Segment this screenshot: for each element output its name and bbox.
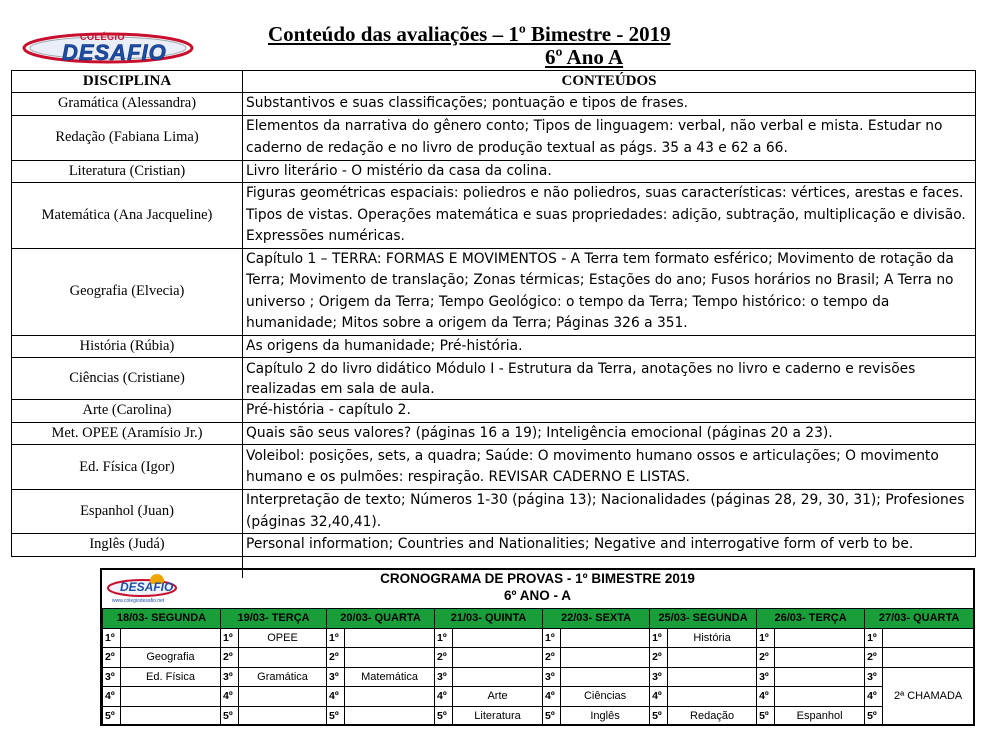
day-header: 25/03- SEGUNDA xyxy=(650,609,757,629)
exam-cell: Espanhol xyxy=(775,706,865,726)
table-row xyxy=(12,93,976,116)
exam-cell xyxy=(453,628,543,648)
exam-cell: Literatura xyxy=(453,706,543,726)
discipline-cell: Geografia (Elvecia) xyxy=(12,248,243,335)
schedule-days-row xyxy=(103,609,974,629)
content-cell: Livro literário - O mistério da casa da colina. xyxy=(243,160,976,183)
table-row xyxy=(12,534,976,557)
slot-label: 4º xyxy=(865,687,883,707)
exam-cell xyxy=(345,648,435,668)
slot-label: 5º xyxy=(221,706,239,726)
exam-cell xyxy=(453,667,543,687)
content-cell: Personal information; Countries and Nationalities; Negative and interrogative form of verb to be. xyxy=(243,534,976,557)
exam-cell xyxy=(121,706,221,726)
table-row xyxy=(12,445,976,490)
slot-label: 3º xyxy=(327,667,345,687)
discipline-cell: Ed. Física (Igor) xyxy=(12,445,243,490)
day-header: 26/03- TERÇA xyxy=(757,609,865,629)
schedule-grid xyxy=(102,608,974,726)
slot-label: 2º xyxy=(327,648,345,668)
slot-label: 4º xyxy=(221,687,239,707)
slot-label: 2º xyxy=(650,648,668,668)
content-cell: Capítulo 2 do livro didático Módulo I - Estrutura da Terra, anotações no livro e caderno e revisões realizadas em sala de aula. xyxy=(243,358,976,400)
exam-cell xyxy=(121,628,221,648)
exam-cell xyxy=(775,667,865,687)
slot-label: 2º xyxy=(435,648,453,668)
slot-label: 5º xyxy=(327,706,345,726)
table-row xyxy=(12,400,976,423)
exam-cell xyxy=(775,628,865,648)
slot-label: 5º xyxy=(757,706,775,726)
day-header: 21/03- QUINTA xyxy=(435,609,543,629)
discipline-column-header: DISCIPLINA xyxy=(12,71,243,93)
content-cell: Substantivos e suas classificações; pontuação e tipos de frases. xyxy=(243,93,976,116)
table-row xyxy=(12,358,976,400)
day-header: 22/03- SEXTA xyxy=(543,609,650,629)
day-header: 20/03- QUARTA xyxy=(327,609,435,629)
content-cell: Quais são seus valores? (páginas 16 a 19); Inteligência emocional (páginas 20 a 23). xyxy=(243,422,976,445)
schedule-title: CRONOGRAMA DE PROVAS - 1º BIMESTRE 2019 xyxy=(380,571,695,586)
slot-label: 3º xyxy=(757,667,775,687)
discipline-cell: Espanhol (Juan) xyxy=(12,490,243,534)
exam-cell xyxy=(345,706,435,726)
page-title: Conteúdo das avaliações – 1º Bimestre - 2019 xyxy=(268,22,671,46)
day-header: 19/03- TERÇA xyxy=(221,609,327,629)
class-name: 6º Ano A xyxy=(545,45,624,69)
exam-cell xyxy=(561,667,650,687)
content-cell: Elementos da narrativa do gênero conto; Tipos de linguagem: verbal, não verbal e mista. Estudar no caderno de redação e no livro de produção textual as págs. 35 a 43 e 62 a 66. xyxy=(243,115,976,160)
schedule-class-name: 6º ANO - A xyxy=(504,588,571,603)
exam-cell: Geografia xyxy=(121,648,221,668)
exam-cell: Arte xyxy=(453,687,543,707)
exam-cell xyxy=(345,628,435,648)
slot-label: 1º xyxy=(221,628,239,648)
logo-colegio-text: COLÉGIO xyxy=(80,32,126,42)
slot-label: 2º xyxy=(221,648,239,668)
discipline-cell: Matemática (Ana Jacqueline) xyxy=(12,183,243,249)
slot-label: 1º xyxy=(435,628,453,648)
slot-label: 3º xyxy=(650,667,668,687)
exam-cell xyxy=(668,667,757,687)
slot-label: 2º xyxy=(865,648,883,668)
table-row xyxy=(12,160,976,183)
content-cell: Pré-história - capítulo 2. xyxy=(243,400,976,423)
slot-label: 1º xyxy=(650,628,668,648)
discipline-cell: Literatura (Cristian) xyxy=(12,160,243,183)
content-table xyxy=(11,70,976,578)
second-call-cell: 2ª CHAMADA xyxy=(883,667,974,726)
exam-cell: Inglês xyxy=(561,706,650,726)
discipline-cell: História (Rúbia) xyxy=(12,335,243,358)
slot-label: 4º xyxy=(327,687,345,707)
slot-label: 3º xyxy=(103,667,121,687)
exam-cell xyxy=(239,706,327,726)
discipline-cell: Met. OPEE (Aramísio Jr.) xyxy=(12,422,243,445)
slot-label: 1º xyxy=(757,628,775,648)
slot-label: 1º xyxy=(865,628,883,648)
slot-label: 2º xyxy=(103,648,121,668)
content-table-header xyxy=(12,71,976,93)
exam-cell xyxy=(239,648,327,668)
content-column-header: CONTEÚDOS xyxy=(243,71,976,93)
slot-label: 4º xyxy=(543,687,561,707)
discipline-cell: Ciências (Cristiane) xyxy=(12,358,243,400)
slot-label: 1º xyxy=(103,628,121,648)
exam-cell: Redação xyxy=(668,706,757,726)
exam-cell xyxy=(561,628,650,648)
exam-cell xyxy=(561,648,650,668)
content-cell: As origens da humanidade; Pré-história. xyxy=(243,335,976,358)
slot-label: 3º xyxy=(543,667,561,687)
slot-label: 4º xyxy=(650,687,668,707)
exam-cell xyxy=(668,687,757,707)
slot-label: 1º xyxy=(543,628,561,648)
exam-cell: Ed. Física xyxy=(121,667,221,687)
exam-cell: Ciências xyxy=(561,687,650,707)
exam-cell xyxy=(239,687,327,707)
exam-cell xyxy=(775,648,865,668)
exam-cell: Gramática xyxy=(239,667,327,687)
slot-label: 2º xyxy=(757,648,775,668)
schedule-slot-row xyxy=(103,687,974,707)
exam-cell xyxy=(775,687,865,707)
exam-cell xyxy=(121,687,221,707)
exam-cell: Matemática xyxy=(345,667,435,687)
slot-label: 5º xyxy=(650,706,668,726)
slot-label: 5º xyxy=(103,706,121,726)
exam-cell xyxy=(883,628,974,648)
discipline-cell: Arte (Carolina) xyxy=(12,400,243,423)
school-logo xyxy=(22,26,194,68)
slot-label: 3º xyxy=(865,667,883,687)
schedule-slot-row xyxy=(103,706,974,726)
table-row xyxy=(12,422,976,445)
slot-label: 3º xyxy=(221,667,239,687)
table-row xyxy=(12,335,976,358)
exam-cell xyxy=(453,648,543,668)
day-header: 18/03- SEGUNDA xyxy=(103,609,221,629)
discipline-cell: Gramática (Alessandra) xyxy=(12,93,243,116)
exam-cell: História xyxy=(668,628,757,648)
slot-label: 5º xyxy=(865,706,883,726)
schedule-slot-row xyxy=(103,648,974,668)
slot-label: 5º xyxy=(435,706,453,726)
slot-label: 3º xyxy=(435,667,453,687)
slot-label: 5º xyxy=(543,706,561,726)
slot-label: 2º xyxy=(543,648,561,668)
exam-cell xyxy=(883,648,974,668)
table-row xyxy=(12,248,976,335)
logo-desafio-text: DESAFIO xyxy=(62,40,167,65)
schedule-slot-row xyxy=(103,667,974,687)
table-row xyxy=(12,183,976,249)
discipline-cell: Inglês (Judá) xyxy=(12,534,243,557)
exam-schedule xyxy=(100,568,975,726)
slot-label: 4º xyxy=(435,687,453,707)
day-header: 27/03- QUARTA xyxy=(865,609,974,629)
exam-cell xyxy=(668,648,757,668)
slot-label: 4º xyxy=(103,687,121,707)
table-row xyxy=(12,115,976,160)
slot-label: 4º xyxy=(757,687,775,707)
content-cell: Voleibol: posições, sets, a quadra; Saúde: O movimento humano ossos e articulações; O movimento humano e os pulmões: respiração. REVISAR CADERNO E LISTAS. xyxy=(243,445,976,490)
content-cell: Capítulo 1 – TERRA: FORMAS E MOVIMENTOS - A Terra tem formato esférico; Movimento de rotação da Terra; Movimento de translação; Zonas térmicas; Estações do ano; Fusos horários no Brasil; A Terra no universo ; Origem da Terra; Tempo Geológico: o tempo da Terra; Tempo histórico: o tempo da humanidade; Mitos sobre a origem da Terra; Páginas 326 a 351. xyxy=(243,248,976,335)
table-row xyxy=(12,490,976,534)
schedule-logo-text: DESAFIO xyxy=(120,580,174,594)
schedule-slot-row xyxy=(103,628,974,648)
discipline-cell: Redação (Fabiana Lima) xyxy=(12,115,243,160)
schedule-logo-url: www.colegiodesafio.net xyxy=(112,598,165,604)
exam-cell xyxy=(345,687,435,707)
content-cell: Interpretação de texto; Números 1-30 (página 13); Nacionalidades (páginas 28, 29, 30, 31); Profesiones (páginas 32,40,41). xyxy=(243,490,976,534)
slot-label: 1º xyxy=(327,628,345,648)
exam-cell: OPEE xyxy=(239,628,327,648)
content-cell: Figuras geométricas espaciais: poliedros e não poliedros, suas características: vértices, arestas e faces. Tipos de vistas. Operações matemática e suas propriedades: adição, subtração, multiplicação e divisão. Expressões numéricas. xyxy=(243,183,976,249)
